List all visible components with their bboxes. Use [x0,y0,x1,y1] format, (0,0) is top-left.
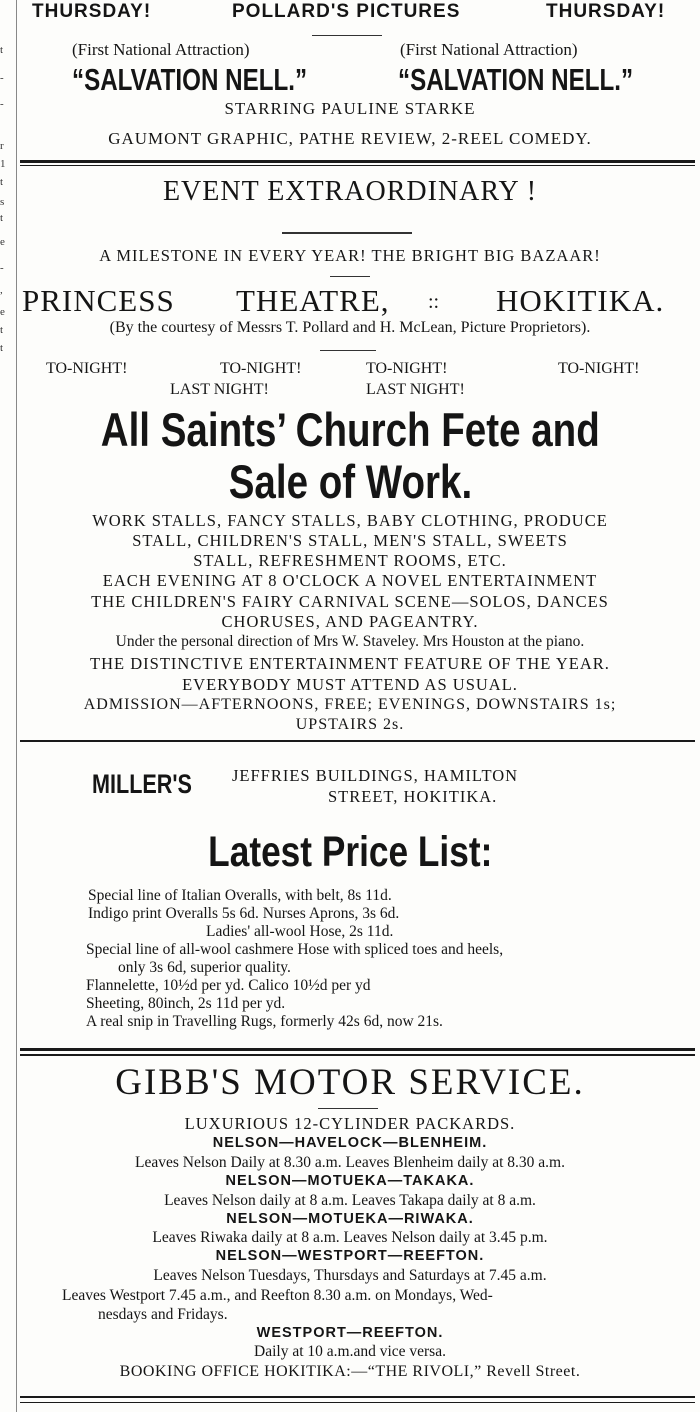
tonight-2: TO-NIGHT! [220,360,302,377]
day-right: THURSDAY! [546,1,666,22]
price-item: only 3s 6d, superior quality. [118,959,291,976]
last-night-1: LAST NIGHT! [170,381,269,398]
gutter-fragment: - [0,98,4,110]
tonight-1: TO-NIGHT! [46,360,128,377]
route-heading: NELSON—HAVELOCK—BLENHEIM. [212,1135,488,1151]
stalls-line: WORK STALLS, FANCY STALLS, BABY CLOTHING, PRODUCE [92,511,608,530]
divider [312,35,382,36]
venue-separator: :: [428,291,440,313]
gutter-fragment: t [0,176,4,188]
attraction-left: (First National Attraction) [72,40,250,59]
gutter-fragment: , [0,284,3,296]
route-heading: WESTPORT—REEFTON. [256,1325,444,1341]
price-item: A real snip in Travelling Rugs, formerly 42s 6d, now 21s. [86,1013,443,1030]
millers-address-1: JEFFRIES BUILDINGS, HAMILTON [232,766,519,785]
fete-title-line2: Sale of Work. [228,455,472,508]
gutter-fragment: t [0,44,4,56]
route-times: Leaves Nelson Daily at 8.30 a.m. Leaves Blenheim daily at 8.30 a.m. [134,1154,565,1171]
stalls-line: STALL, CHILDREN'S STALL, MEN'S STALL, SWEETS [132,531,568,550]
pollard-title: POLLARD'S PICTURES [232,1,461,22]
tonight-4: TO-NIGHT! [558,360,640,377]
route-times: Leaves Westport 7.45 a.m., and Reefton 8.30 a.m. on Mondays, Wed- [62,1287,493,1304]
stalls-line: STALL, REFRESHMENT ROOMS, ETC. [193,551,507,570]
fete-headline: EVENT EXTRAORDINARY ! [162,176,538,207]
price-item: Sheeting, 80inch, 2s 11d per yd. [86,995,286,1012]
upstairs-line: UPSTAIRS 2s. [295,716,405,733]
price-item: Special line of Italian Overalls, with belt, 8s 11d. [88,887,392,904]
gutter-fragment: e [0,236,5,248]
support-programme: GAUMONT GRAPHIC, PATHE REVIEW, 2-REEL COMEDY. [108,129,592,148]
day-left: THURSDAY! [32,1,152,22]
gutter-fragment: - [0,262,4,274]
gibbs-subtitle: LUXURIOUS 12-CYLINDER PACKARDS. [184,1114,516,1133]
gutter-fragment: s [0,196,5,208]
divider [320,350,376,351]
gutter-fragment: - [0,72,4,84]
divider [318,1108,378,1109]
gutter-fragment: e [0,306,5,318]
venue-hokitika: HOKITIKA. [496,283,665,318]
entertainment-line: EACH EVENING AT 8 O'CLOCK A NOVEL ENTERTAINMENT [102,571,598,590]
feature-line: THE DISTINCTIVE ENTERTAINMENT FEATURE OF THE YEAR. [90,654,610,673]
entertainment-line: CHORUSES, AND PAGEANTRY. [221,612,479,631]
millers-name: MILLER'S [92,769,192,799]
gutter-fragment: t [0,324,4,336]
route-times: Daily at 10 a.m.and vice versa. [254,1343,446,1360]
venue-theatre: THEATRE, [236,283,390,318]
gibbs-title: GIBB'S MOTOR SERVICE. [115,1062,585,1103]
route-times: nesdays and Fridays. [98,1306,228,1323]
route-heading: NELSON—MOTUEKA—TAKAKA. [225,1173,475,1189]
route-heading: NELSON—WESTPORT—REEFTON. [215,1248,485,1264]
film-left: “SALVATION NELL.” [72,62,308,97]
section-rule [20,1396,695,1398]
admission-line: ADMISSION—AFTERNOONS, FREE; EVENINGS, DOWNSTAIRS 1s; [83,696,617,713]
section-rule [20,160,695,163]
film-right: “SALVATION NELL.” [398,62,634,97]
price-list-title: Latest Price List: [207,828,493,876]
milestone-line: A MILESTONE IN EVERY YEAR! THE BRIGHT BIG BAZAAR! [99,246,601,265]
tonight-3: TO-NIGHT! [366,360,448,377]
section-rule [20,740,695,742]
price-item: Special line of all-wool cashmere Hose with spliced toes and heels, [86,941,504,958]
route-heading: NELSON—MOTUEKA—RIWAKA. [226,1211,474,1227]
starring: STARRING PAULINE STARKE [224,99,476,118]
section-rule [20,1048,695,1051]
gutter-fragment: 1 [0,158,6,170]
courtesy-line: (By the courtesy of Messrs T. Pollard and H. McLean, Picture Proprietors). [109,319,591,336]
price-item: Flannelette, 10½d per yd. Calico 10½d per yd [86,977,371,994]
millers-address-2: STREET, HOKITIKA. [328,787,498,806]
gutter-fragment: t [0,342,4,354]
route-times: Leaves Riwaka daily at 8 a.m. Leaves Nelson daily at 3.45 p.m. [152,1229,548,1246]
route-times: Leaves Nelson daily at 8 a.m. Leaves Takapa daily at 8 a.m. [164,1192,536,1209]
booking-office: BOOKING OFFICE HOKITIKA:—“THE RIVOLI,” Revell Street. [119,1363,581,1380]
divider [282,232,412,234]
venue-princess: PRINCESS [22,283,175,318]
section-rule [20,1054,695,1056]
gutter-fragment: t [0,212,4,224]
divider [330,276,370,277]
price-item: Ladies' all-wool Hose, 2s 11d. [206,923,394,940]
price-item: Indigo print Overalls 5s 6d. Nurses Aprons, 3s 6d. [88,905,400,922]
direction-line: Under the personal direction of Mrs W. Staveley. Mrs Houston at the piano. [115,633,585,650]
last-night-2: LAST NIGHT! [366,381,465,398]
attraction-right: (First National Attraction) [400,40,578,59]
entertainment-line: THE CHILDREN'S FAIRY CARNIVAL SCENE—SOLOS, DANCES [91,592,609,611]
route-times: Leaves Nelson Tuesdays, Thursdays and Saturdays at 7.45 a.m. [153,1267,547,1284]
section-rule [20,165,695,166]
section-rule [20,1402,695,1403]
fete-title-line1: All Saints’ Church Fete and [100,403,600,456]
gutter-fragment: r [0,140,4,152]
attend-line: EVERYBODY MUST ATTEND AS USUAL. [182,675,518,694]
